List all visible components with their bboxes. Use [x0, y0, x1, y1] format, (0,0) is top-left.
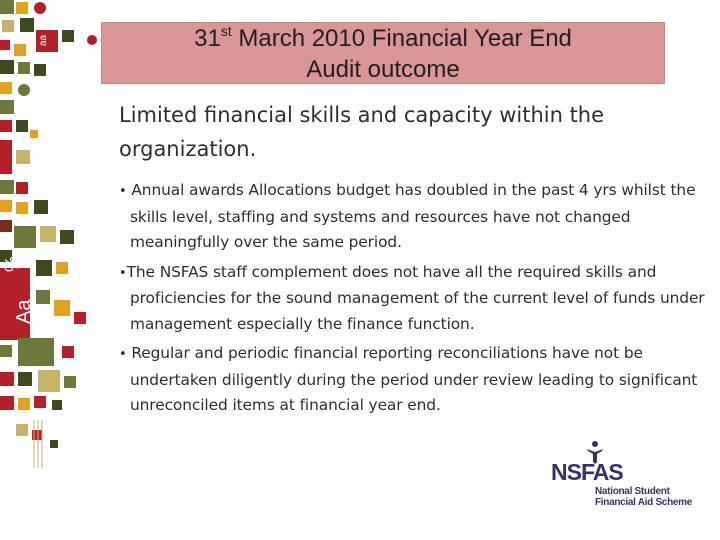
bullet-text: The NSFAS staff complement does not have all the required skills and proficiencies for the sound management of the current level of funds under management especially the finance function.: [126, 262, 705, 333]
title-line1-text: March 2010 Financial Year End: [231, 25, 572, 52]
bullet-text: Annual awards Allocations budget has doubled in the past 4 yrs whilst the skills level, staffing and systems and resources have not changed meaningfully over the same period.: [126, 181, 696, 251]
title-date-suffix: st: [220, 23, 232, 39]
slide-title: [101, 22, 665, 84]
mosaic-tiles: [0, 0, 97, 468]
nsfas-logo: [548, 440, 708, 510]
logo-wordmark: NSFAS: [551, 459, 623, 485]
mosaic-glyph-percent: %: [2, 255, 22, 272]
title-date-number: 31: [194, 25, 221, 52]
title-line1: [194, 25, 572, 52]
bullet-list: [119, 178, 709, 419]
bullet-marker: •: [119, 265, 127, 281]
bullet-marker: •: [119, 184, 127, 199]
mosaic-glyph-aa-small: aa: [38, 34, 49, 46]
bullet-marker: •: [119, 347, 127, 362]
body-heading: Limited financial skills and capacity within the organization.: [119, 103, 605, 161]
bullet-item: [119, 341, 709, 419]
mosaic-glyph-aa: Aa: [13, 299, 35, 324]
logo-subtitle-line1: National Student: [595, 486, 670, 497]
title-line2: Audit outcome: [306, 56, 460, 83]
slide-body: [119, 98, 709, 423]
bullet-item: [119, 260, 709, 338]
bullet-item: [119, 178, 709, 256]
logo-subtitle-line2: Financial Aid Scheme: [595, 497, 692, 508]
bullet-text: Regular and periodic financial reporting reconciliations have not be undertaken diligently during the period under review leading to significant unreconciled items at financial year end.: [126, 344, 698, 414]
decorative-mosaic: [0, 0, 100, 470]
